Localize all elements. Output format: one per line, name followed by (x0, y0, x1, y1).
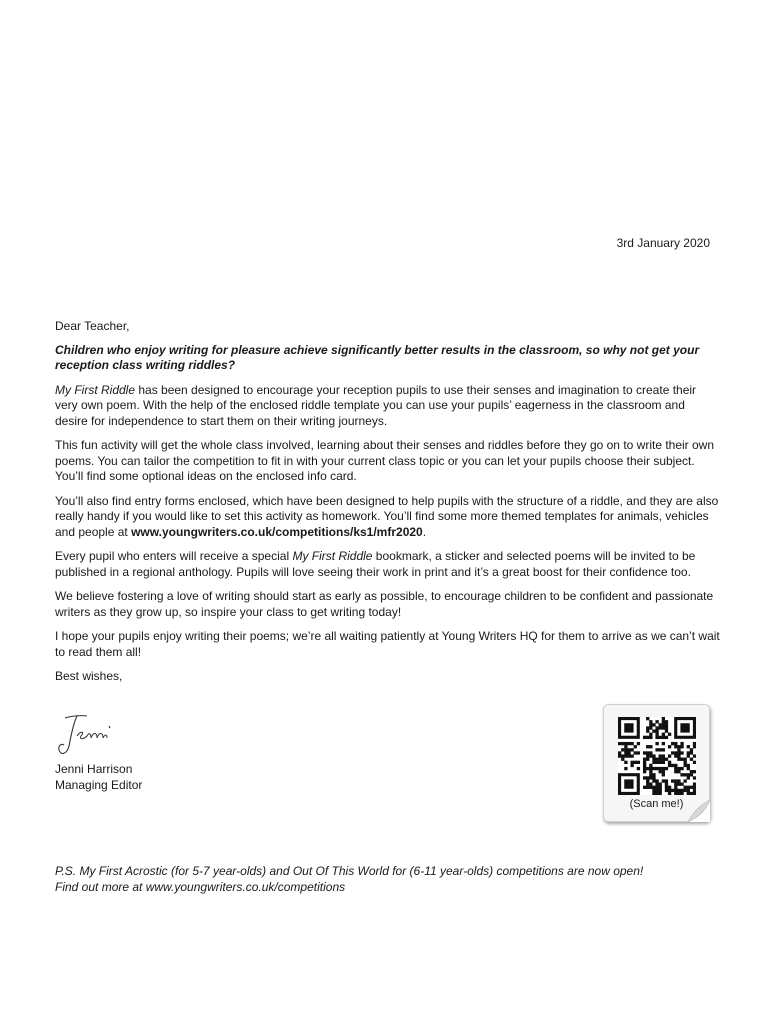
qr-code[interactable] (618, 717, 696, 795)
qr-caption: (Scan me!) (629, 798, 684, 810)
paragraph-intro-text: has been designed to encourage your reception pupils to use their senses and imagination to create their very own poem. With the help of the enclosed riddle template you can use your pupils’ eagerness in the classroom and desire for independence to start them on their writing journeys. (55, 382, 697, 428)
paragraph-belief: We believe fostering a love of writing should start as early as possible, to encourage children to be confident and passionate writers as they grow up, so inspire your class to get writing today! (55, 589, 714, 619)
salutation: Dear Teacher, (55, 319, 130, 333)
letter-body (55, 319, 720, 694)
closing: Best wishes, (55, 669, 123, 683)
signature (55, 710, 125, 760)
postscript-line-1: P.S. My First Acrostic (for 5-7 year-olds) and Out Of This World for (6-11 year-olds) competitions are now open! (55, 864, 644, 878)
riddle-title: My First Riddle (55, 382, 136, 397)
qr-code-image (618, 717, 696, 795)
paragraph-rewards (55, 549, 720, 580)
paragraph-rewards-after: bookmark, a sticker and selected poems will be invited to be published in a regional anthology. Pupils will love seeing their work in print and it’s a great boost for their confidence too. (55, 549, 696, 579)
paragraph-entry-forms (55, 494, 720, 541)
lead-paragraph: Children who enjoy writing for pleasure achieve significantly better results in the classroom, so why not get your reception class writing riddles? (55, 342, 700, 372)
paragraph-entry-forms-text: You’ll also find entry forms enclosed, which have been designed to help pupils with the structure of a riddle, and they are also really handy if you would like to set this activity as homework. You’ll find some more themed templates for animals, vehicles and people at (55, 493, 719, 539)
sender-title: Managing Editor (55, 777, 143, 792)
paragraph-activity: This fun activity will get the whole class involved, learning about their senses and riddles before they go on to write their own poems. You can tailor the competition to fit in with your current class topic or you can let your pupils choose their subject. You’ll find some optional ideas on the enclosed info card. (55, 438, 715, 483)
postscript-line-2[interactable]: Find out more at www.youngwriters.co.uk/competitions (55, 879, 346, 894)
paragraph-hope: I hope your pupils enjoy writing their poems; we’re all waiting patiently at Young Writers HQ for them to arrive as we can’t wait to read them all! (55, 629, 720, 659)
qr-card[interactable] (603, 704, 710, 822)
sender (55, 762, 142, 793)
sender-name: Jenni Harrison (55, 762, 133, 776)
signature-image (55, 710, 125, 760)
letter-date: 3rd January 2020 (616, 236, 710, 250)
page-curl-icon (688, 800, 710, 822)
paragraph-rewards-before: Every pupil who enters will receive a special (55, 549, 293, 563)
paragraph-intro (55, 383, 720, 430)
competition-link[interactable]: www.youngwriters.co.uk/competitions/ks1/mfr2020 (131, 524, 423, 539)
riddle-title-2: My First Riddle (292, 549, 373, 563)
paragraph-entry-forms-end: . (422, 524, 427, 539)
postscript (55, 864, 735, 895)
